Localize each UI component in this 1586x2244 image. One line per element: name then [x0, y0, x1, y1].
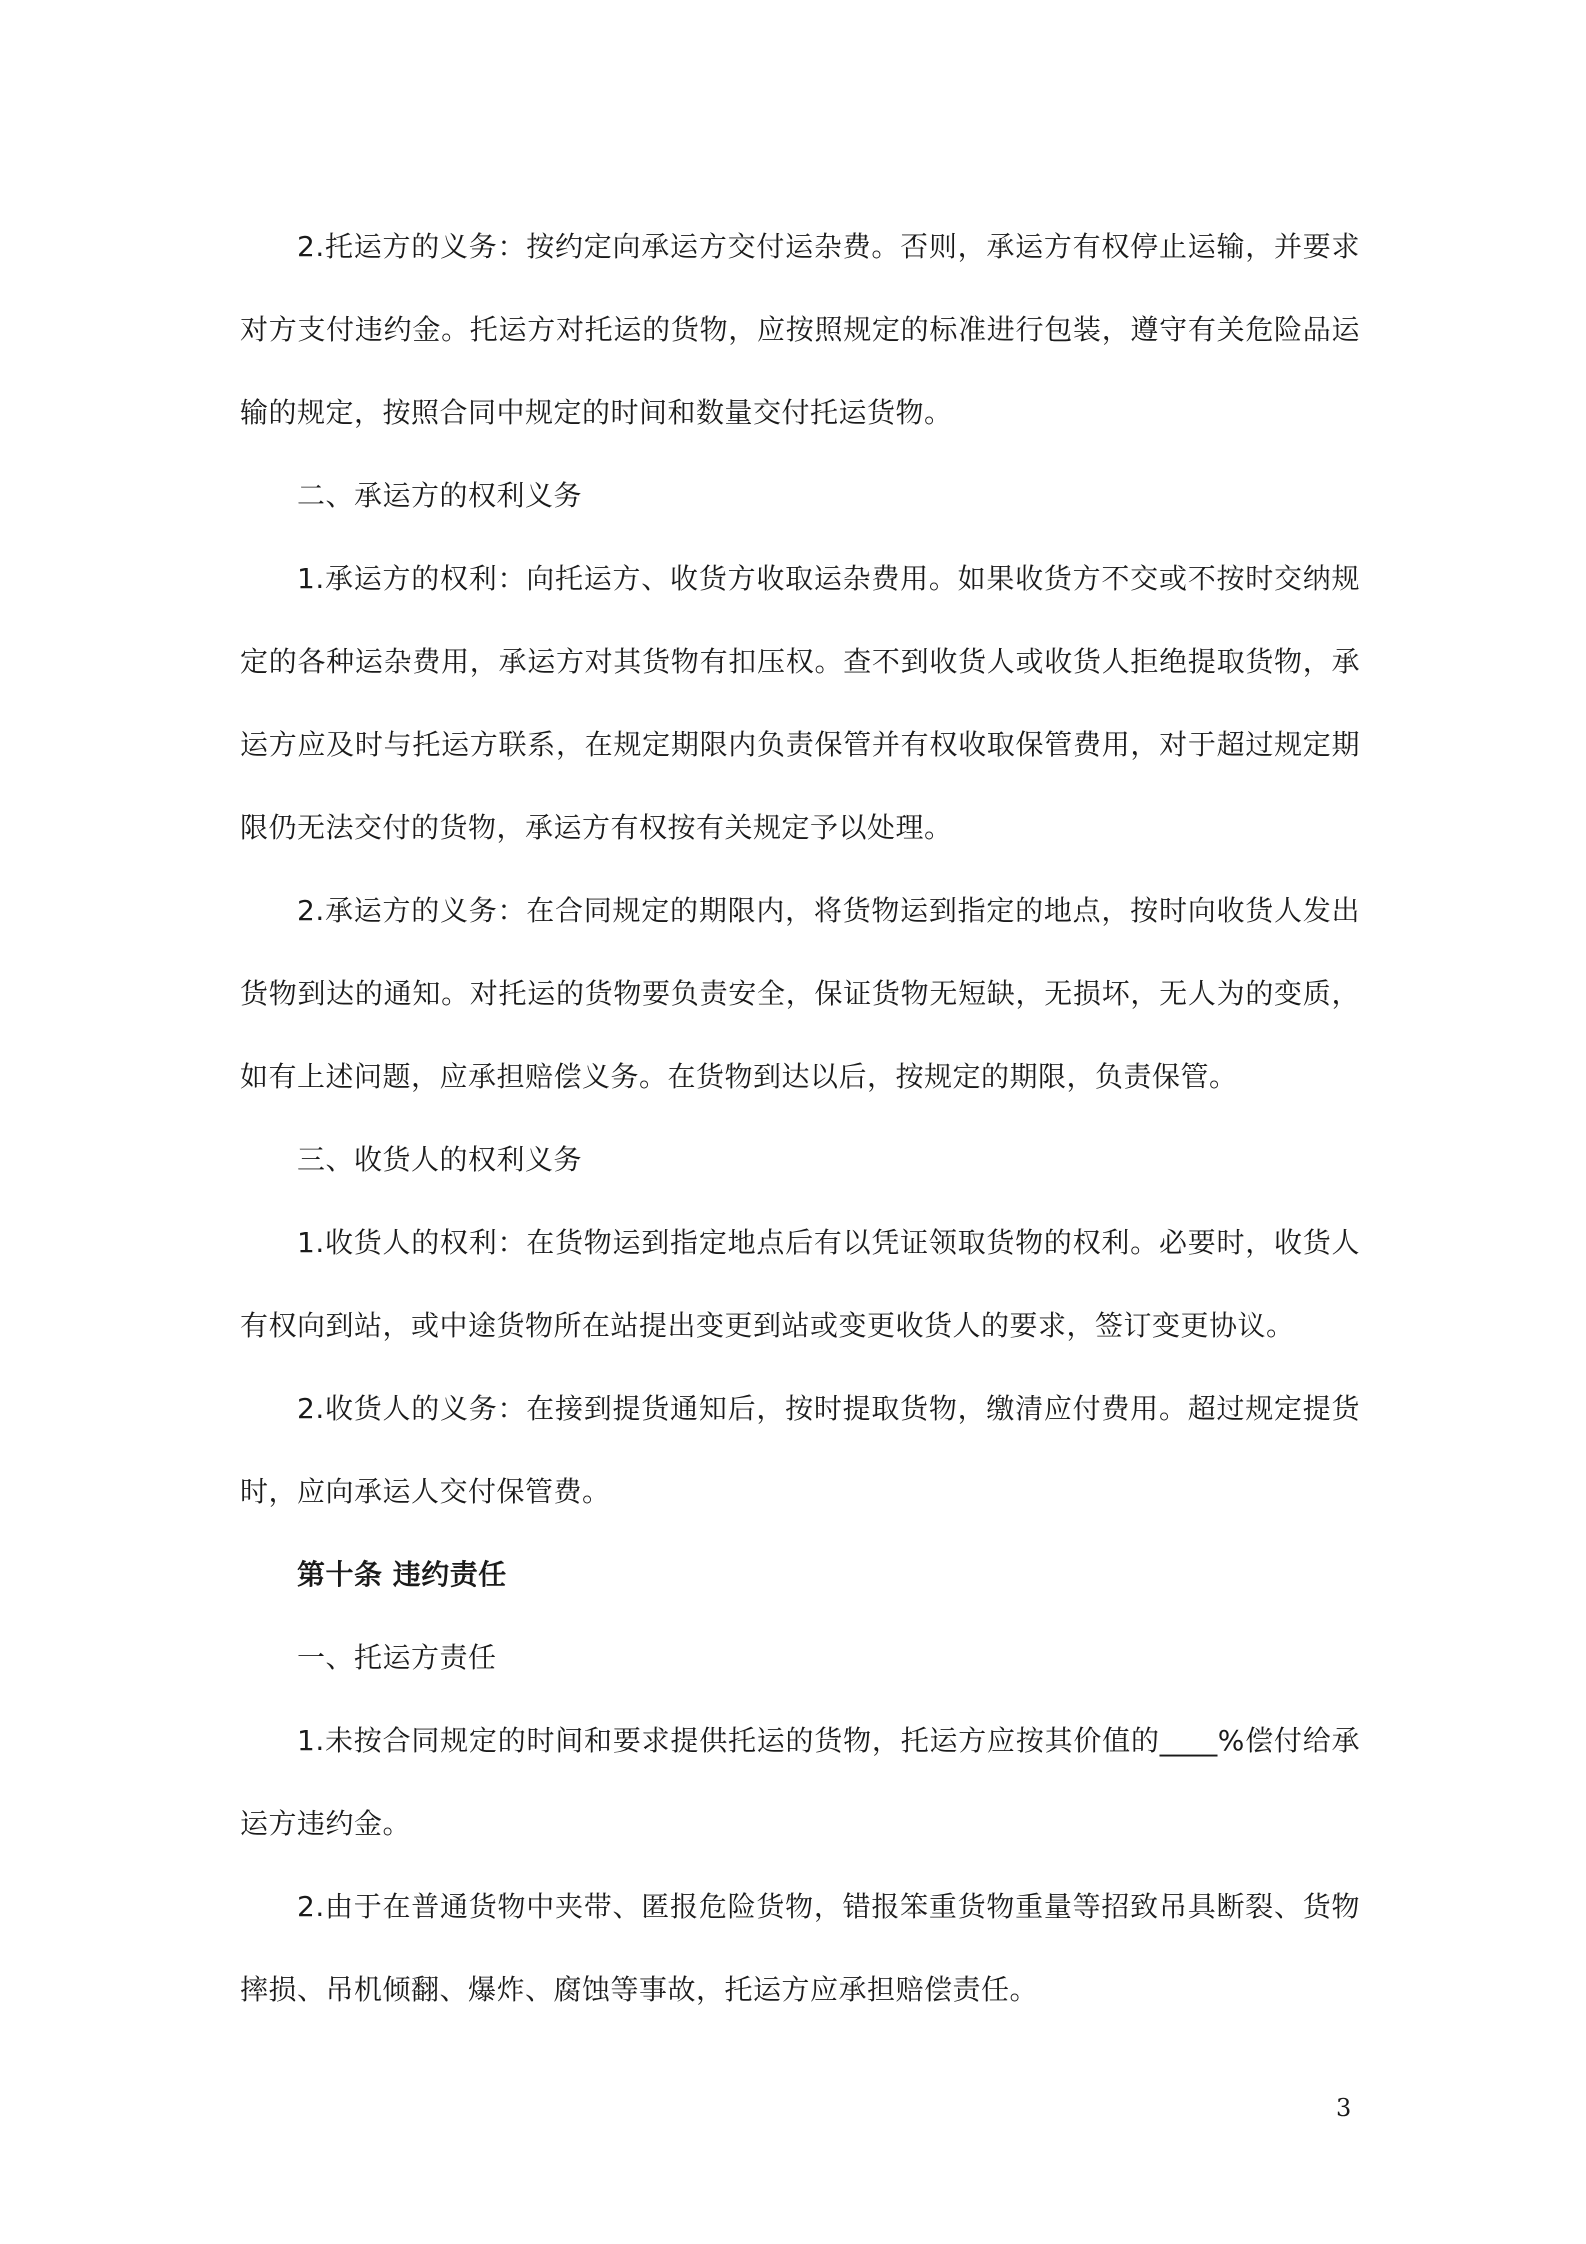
paragraph-late-delivery-penalty: 1.未按合同规定的时间和要求提供托运的货物，托运方应按其价值的____%偿付给承运方违约金。	[240, 1724, 1360, 1840]
paragraph-shipper-obligations: 2.托运方的义务：按约定向承运方交付运杂费。否则，承运方有权停止运输，并要求对方支付违约金。托运方对托运的货物，应按照规定的标准进行包装，遵守有关危险品运输的规定，按照合同中规定的时间和数量交付托运货物。	[240, 230, 1360, 429]
section-heading-shipper-liability: 一、托运方责任	[297, 1641, 497, 1674]
paragraph-carrier-rights: 1.承运方的权利：向托运方、收货方收取运杂费用。如果收货方不交或不按时交纳规定的各种运杂费用，承运方对其货物有扣压权。查不到收货人或收货人拒绝提取货物，承运方应及时与托运方联系，在规定期限内负责保管并有权收取保管费用，对于超过规定期限仍无法交付的货物，承运方有权按有关规定予以处理。	[240, 562, 1360, 844]
paragraph-carrier-obligations: 2.承运方的义务：在合同规定的期限内，将货物运到指定的地点，按时向收货人发出货物到达的通知。对托运的货物要负责安全，保证货物无短缺，无损坏，无人为的变质，如有上述问题，应承担赔偿义务。在货物到达以后，按规定的期限，负责保管。	[240, 894, 1360, 1093]
page-number: 3	[1336, 2094, 1352, 2122]
paragraph-consignee-rights: 1.收货人的权利：在货物运到指定地点后有以凭证领取货物的权利。必要时，收货人有权向到站，或中途货物所在站提出变更到站或变更收货人的要求，签订变更协议。	[240, 1226, 1360, 1342]
section-heading-carrier-rights: 二、承运方的权利义务	[297, 479, 583, 512]
section-heading-consignee-rights: 三、收货人的权利义务	[297, 1143, 583, 1176]
paragraph-hazard-liability: 2.由于在普通货物中夹带、匿报危险货物，错报笨重货物重量等招致吊具断裂、货物摔损、吊机倾翻、爆炸、腐蚀等事故，托运方应承担赔偿责任。	[240, 1890, 1360, 2006]
document-body	[240, 205, 1360, 2031]
article-heading-liability: 第十条 违约责任	[297, 1558, 507, 1591]
paragraph-consignee-obligations: 2.收货人的义务：在接到提货通知后，按时提取货物，缴清应付费用。超过规定提货时，应向承运人交付保管费。	[240, 1392, 1360, 1508]
